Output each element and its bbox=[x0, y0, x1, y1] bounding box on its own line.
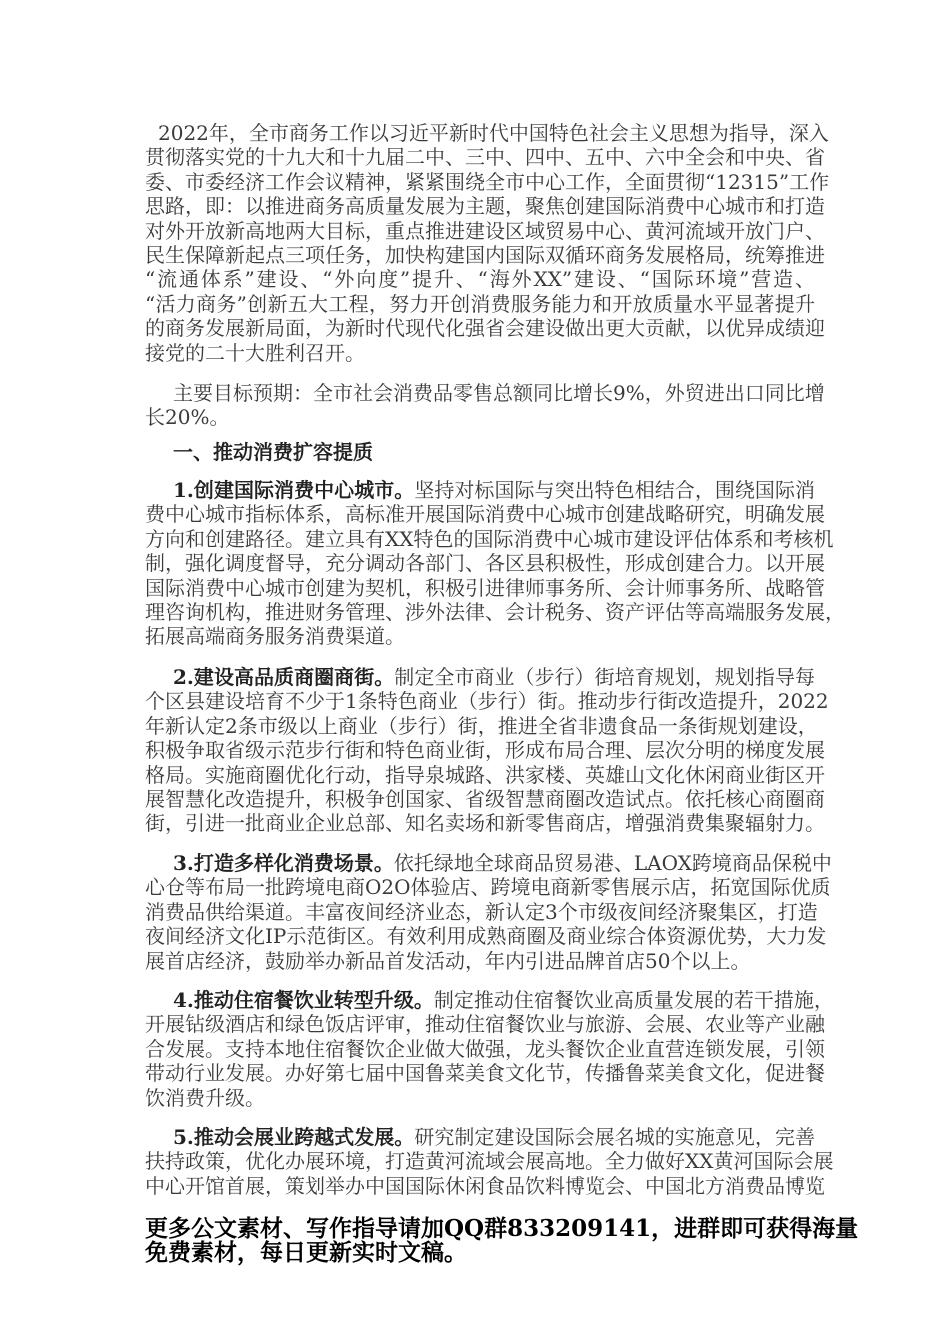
line-text: 夜间经济文化IP示范街区。有效利用成熟商圈及商业综合体资源优势，大力发 bbox=[145, 924, 827, 949]
line-text: 消费品供给渠道。丰富夜间经济业态，新认定3个市级夜间经济聚集区，打造 bbox=[145, 899, 818, 924]
line-text: 国际消费中心城市创建为契机，积极引进律师事务所、会计师事务所、战略管 bbox=[145, 575, 825, 600]
line-text: 委、市委经济工作会议精神，紧紧围绕全市中心工作，全面贯彻“12315”工作 bbox=[145, 169, 830, 194]
line-text: 依托绿地全球商品贸易港、LAOX跨境商品保税中 bbox=[393, 851, 832, 875]
footer-line: 更多公文素材、写作指导请加QQ群833209141，进群即可获得海量 bbox=[145, 1215, 859, 1242]
item-title: 1.创建国际消费中心城市。 bbox=[173, 478, 415, 502]
text-line bbox=[145, 169, 830, 194]
text-line bbox=[145, 341, 815, 365]
line-text: 扶持政策，优化办展环境，打造黄河流域会展高地。全力做好XX黄河国际会展 bbox=[145, 1149, 834, 1174]
text-line bbox=[145, 440, 815, 464]
line-text: 心仓等布局一批跨境电商O2O体验店、跨境电商新零售展示店，拓宽国际优质 bbox=[145, 875, 831, 900]
text-line bbox=[145, 949, 815, 973]
paragraph-item-5 bbox=[145, 1125, 834, 1198]
text-line bbox=[145, 811, 825, 836]
line-text: 的商务发展新局面，为新时代现代化强省会建设做出更大贡献，以优异成绩迎 bbox=[145, 316, 825, 341]
line-text: 贯彻落实党的十九大和十九届二中、三中、四中、五中、六中全会和中央、省 bbox=[145, 145, 825, 170]
text-line bbox=[145, 218, 825, 243]
line-text: 开展钻级酒店和绿色饭店评审，推动住宿餐饮业与旅游、会展、农业等产业融 bbox=[145, 1012, 825, 1037]
text-line bbox=[145, 551, 825, 576]
line-text: 主要目标预期：全市社会消费品零售总额同比增长9%，外贸进出口同比增 bbox=[173, 381, 825, 405]
line-text: “活力商务”创新五大工程，努力开创消费服务能力和开放质量水平显著提升 bbox=[145, 291, 815, 316]
line-text: 中心开馆首展，策划举办中国国际休闲食品饮料博览会、中国北方消费品博览 bbox=[145, 1173, 825, 1198]
paragraph-item-2 bbox=[145, 665, 829, 836]
line-text: 制，强化调度督导，充分调动各部门、各区县积极性，形成创建合力。以开展 bbox=[145, 551, 825, 576]
text-line bbox=[145, 713, 818, 738]
line-text: 费中心城市指标体系，高标准开展国际消费中心城市创建战略研究，明确发展 bbox=[145, 502, 825, 527]
item-title: 5.推动会展业跨越式发展。 bbox=[173, 1125, 415, 1149]
item-title: 3.打造多样化消费场景。 bbox=[173, 851, 394, 875]
line-text: 接党的二十大胜利召开。 bbox=[145, 340, 365, 365]
section-heading bbox=[145, 440, 815, 464]
text-line bbox=[145, 194, 825, 219]
paragraph-item-3 bbox=[145, 851, 832, 973]
line-text: 个区县建设培育不少于1条特色商业（步行）街。推动步行街改造提升，2022 bbox=[145, 689, 829, 714]
line-text: 理咨询机构，推进财务管理、涉外法律、会计税务、资产评估等高端服务发展， bbox=[145, 599, 845, 624]
text-line bbox=[145, 988, 834, 1012]
text-line bbox=[145, 121, 829, 145]
line-text: 带动行业发展。办好第七届中国鲁菜美食文化节，传播鲁菜美食文化，促进餐 bbox=[145, 1061, 825, 1086]
line-text: 一、推动消费扩容提质 bbox=[173, 440, 373, 464]
line-text: 制定全市商业（步行）街培育规划，规划指导每 bbox=[394, 665, 815, 689]
line-text: 拓展高端商务服务消费渠道。 bbox=[145, 624, 405, 649]
line-text: 长20%。 bbox=[145, 405, 230, 430]
line-text: 制定推动住宿餐饮业高质量发展的若干措施， bbox=[433, 988, 834, 1012]
line-text: 展智慧化改造提升，积极争创国家、省级智慧商圈改造试点。依托核心商圈商 bbox=[145, 786, 825, 811]
line-text: 坚持对标国际与突出特色相结合，围绕国际消 bbox=[414, 478, 815, 502]
item-title: 4.推动住宿餐饮业转型升级。 bbox=[173, 988, 434, 1012]
line-text: “流通体系”建设、“外向度”提升、“海外XX”建设、“国际环境”营造、 bbox=[145, 267, 815, 292]
text-line bbox=[145, 689, 829, 714]
text-line bbox=[145, 1149, 834, 1174]
text-line bbox=[145, 624, 815, 648]
text-line bbox=[145, 599, 845, 624]
text-line bbox=[145, 762, 825, 787]
line-text: 饮消费升级。 bbox=[145, 1085, 265, 1110]
text-line bbox=[145, 575, 825, 600]
text-line bbox=[145, 851, 832, 875]
promo-footer bbox=[145, 1215, 859, 1266]
line-text: 研究制定建设国际会展名城的实施意见，完善 bbox=[414, 1125, 815, 1149]
line-text: 展首店经济，鼓励举办新品首发活动，年内引进品牌首店50个以上。 bbox=[145, 948, 751, 973]
text-line bbox=[145, 899, 818, 924]
text-line bbox=[145, 924, 827, 949]
text-line bbox=[145, 145, 825, 170]
text-line bbox=[145, 665, 815, 689]
text-line bbox=[145, 267, 815, 291]
text-line bbox=[145, 1173, 825, 1198]
text-line bbox=[145, 526, 834, 551]
paragraph-item-1 bbox=[145, 478, 845, 649]
text-line bbox=[145, 786, 825, 811]
line-text: 方向和创建路径。建立具有XX特色的国际消费中心城市建设评估体系和考核机 bbox=[145, 526, 834, 551]
paragraph-goals bbox=[145, 381, 825, 430]
line-text: 对外开放新高地两大目标，重点推进建设区域贸易中心、黄河流域开放门户、 bbox=[145, 218, 825, 243]
paragraph-intro bbox=[145, 121, 830, 365]
text-line bbox=[145, 875, 831, 900]
line-text: 思路，即：以推进商务高质量发展为主题，聚焦创建国际消费中心城市和打造 bbox=[145, 194, 825, 219]
text-line bbox=[145, 738, 825, 763]
paragraph-item-4 bbox=[145, 988, 834, 1110]
line-text: 2022年，全市商务工作以习近平新时代中国特色社会主义思想为指导，深入 bbox=[158, 121, 829, 145]
text-line bbox=[145, 1061, 825, 1086]
footer-line: 免费素材，每日更新实时文稿。 bbox=[145, 1239, 467, 1266]
text-line bbox=[145, 1125, 815, 1149]
text-line bbox=[145, 478, 815, 502]
text-line bbox=[145, 292, 815, 316]
text-line bbox=[145, 1086, 815, 1110]
text-line bbox=[145, 405, 815, 429]
line-text: 合发展。支持本地住宿餐饮企业做大做强，龙头餐饮企业直营连锁发展，引领 bbox=[145, 1036, 825, 1061]
text-line bbox=[145, 381, 825, 405]
text-line bbox=[145, 502, 825, 527]
text-line bbox=[145, 1012, 825, 1037]
line-text: 年新认定2条市级以上商业（步行）街，推进全省非遗食品一条街规划建设， bbox=[145, 713, 818, 738]
line-text: 积极争取省级示范步行街和特色商业街，形成布局合理、层次分明的梯度发展 bbox=[145, 738, 825, 763]
line-text: 民生保障新起点三项任务，加快构建国内国际双循环商务发展格局，统筹推进 bbox=[145, 242, 825, 267]
line-text: 街，引进一批商业企业总部、知名卖场和新零售商店，增强消费集聚辐射力。 bbox=[145, 811, 825, 836]
line-text: 格局。实施商圈优化行动，指导泉城路、洪家楼、英雄山文化休闲商业街区开 bbox=[145, 762, 825, 787]
text-line bbox=[145, 316, 825, 341]
item-title: 2.建设高品质商圈商街。 bbox=[173, 665, 395, 689]
text-line bbox=[145, 242, 825, 267]
text-line bbox=[145, 1036, 825, 1061]
